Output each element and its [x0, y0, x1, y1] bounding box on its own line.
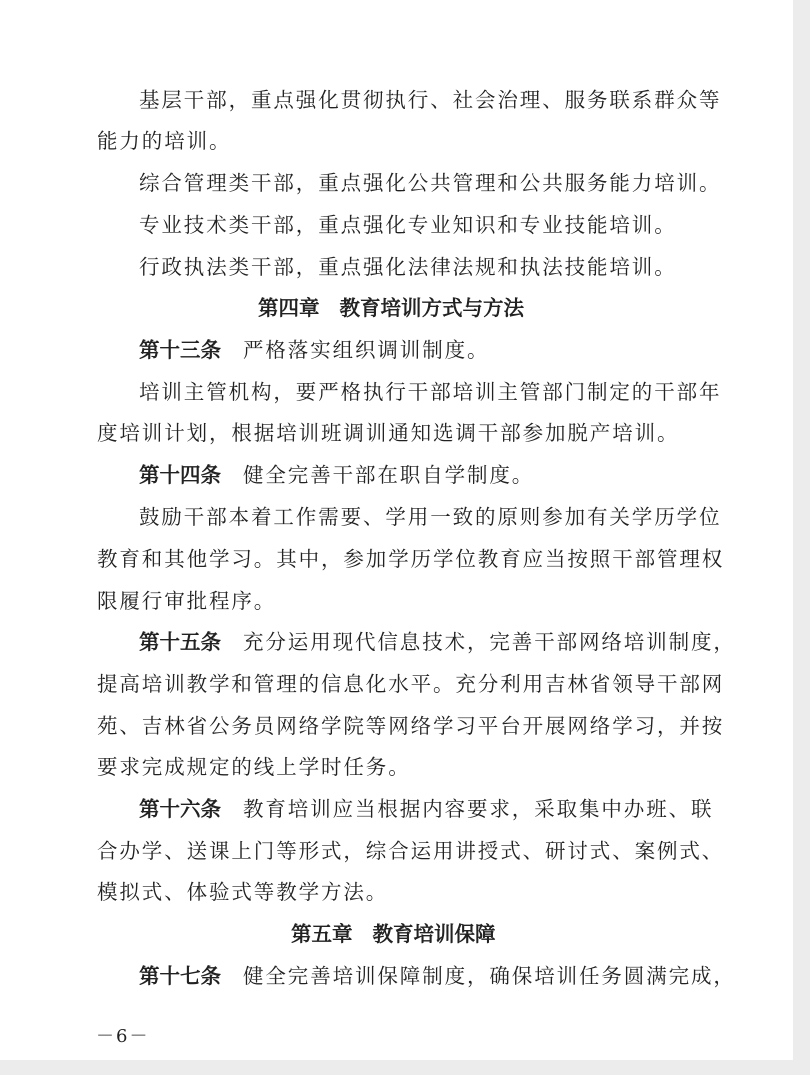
article-line — [139, 336, 489, 364]
text-line: 能力的培训。 — [97, 129, 232, 153]
article-line — [139, 962, 736, 990]
article-text: 健全完善干部在职自学制度。 — [243, 463, 535, 487]
viewer-background — [0, 1060, 810, 1075]
chapter-number: 第四章 — [258, 296, 320, 320]
article-label: 第十四条 — [139, 463, 221, 487]
text-line: 度培训计划，根据培训班调训通知选调干部参加脱产培训。 — [97, 421, 680, 445]
text-line: 鼓励干部本着工作需要、学用一致的原则参加有关学历学位 — [139, 505, 722, 529]
text-line: 基层干部，重点强化贯彻执行、社会治理、服务联系群众等 — [139, 88, 722, 112]
text-line: 教育和其他学习。其中，参加学历学位教育应当按照干部管理权 — [97, 547, 725, 571]
article-line — [139, 628, 736, 656]
text-line: 模拟式、体验式等教学方法。 — [97, 880, 389, 904]
article-label: 第十五条 — [139, 630, 221, 654]
text-line: 行政执法类干部，重点强化法律法规和执法技能培训。 — [139, 255, 677, 279]
page-number: －6－ — [96, 1026, 150, 1047]
article-text: 教育培训应当根据内容要求，采取集中办班、联 — [243, 797, 714, 821]
text-line: 苑、吉林省公务员网络学院等网络学习平台开展网络学习，并按 — [97, 714, 725, 738]
article-label: 第十六条 — [139, 797, 221, 821]
text-line: 提高培训教学和管理的信息化水平。充分利用吉林省领导干部网 — [97, 672, 725, 696]
text-line: 培训主管机构，要严格执行干部培训主管部门制定的干部年 — [139, 380, 722, 404]
chapter-heading — [258, 294, 524, 322]
article-text: 健全完善培训保障制度，确保培训任务圆满完成， — [243, 964, 736, 988]
text-line: 合办学、送课上门等形式，综合运用讲授式、研讨式、案例式、 — [97, 839, 725, 863]
text-line: 综合管理类干部，重点强化公共管理和公共服务能力培训。 — [139, 171, 722, 195]
vertical-scrollbar[interactable] — [793, 0, 810, 1075]
chapter-heading — [291, 920, 496, 948]
article-label: 第十三条 — [139, 338, 221, 362]
chapter-title: 教育培训保障 — [372, 922, 496, 946]
text-line: 限履行审批程序。 — [97, 589, 277, 613]
article-line — [139, 461, 534, 489]
text-line: 要求完成规定的线上学时任务。 — [97, 755, 411, 779]
text-line: 专业技术类干部，重点强化专业知识和专业技能培训。 — [139, 213, 677, 237]
article-line — [139, 795, 713, 823]
chapter-number: 第五章 — [291, 922, 353, 946]
article-text: 严格落实组织调训制度。 — [243, 338, 490, 362]
article-label: 第十七条 — [139, 964, 221, 988]
chapter-title: 教育培训方式与方法 — [339, 296, 524, 320]
article-text: 充分运用现代信息技术，完善干部网络培训制度， — [243, 630, 736, 654]
